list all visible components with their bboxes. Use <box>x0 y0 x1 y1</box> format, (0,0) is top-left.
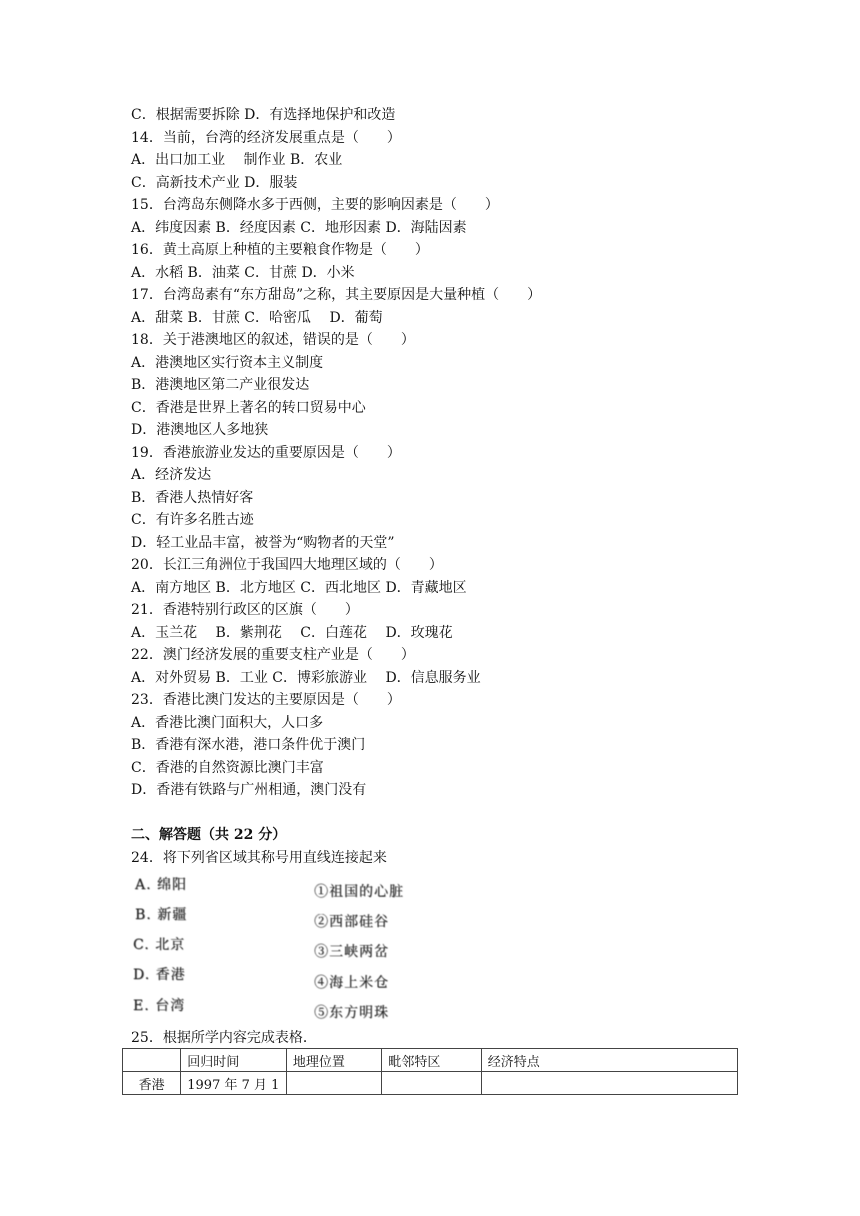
question-line: 21．香港特别行政区的区旗（ ） <box>131 602 359 618</box>
question-line: 20．长江三角洲位于我国四大地理区域的（ ） <box>131 557 443 573</box>
question-line: A．对外贸易 B．工业 C．博彩旅游业 D．信息服务业 <box>131 670 481 686</box>
question-line: 19．香港旅游业发达的重要原因是（ ） <box>131 445 401 461</box>
section-heading: 二、解答题（共 22 分） <box>131 827 287 843</box>
question-line: A．经济发达 <box>131 467 212 483</box>
question-line: C．香港是世界上著名的转口贸易中心 <box>131 400 366 416</box>
question-line: C．根据需要拆除 D．有选择地保护和改造 <box>131 107 396 123</box>
table-cell <box>481 1072 737 1095</box>
match-left-item: D. 香港 <box>133 967 186 983</box>
question-line: D．香港有铁路与广州相通，澳门没有 <box>131 782 367 798</box>
question-line: A．玉兰花 B．紫荆花 C．白莲花 D．玫瑰花 <box>131 625 453 641</box>
table-cell: 1997 年 7 月 1 <box>181 1072 287 1095</box>
match-right-item: ④海上米仓 <box>314 975 389 991</box>
question-line: A．纬度因素 B．经度因素 C．地形因素 D．海陆因素 <box>131 220 467 236</box>
table-header-row <box>123 1049 738 1072</box>
table-cell: 香港 <box>123 1072 181 1095</box>
question-line: C．有许多名胜古迹 <box>131 512 254 528</box>
match-right-item: ⑤东方明珠 <box>314 1005 389 1021</box>
question-line: A．香港比澳门面积大，人口多 <box>131 715 324 731</box>
match-right-item: ①祖国的心脏 <box>314 884 404 900</box>
question-prompt: 25．根据所学内容完成表格． <box>131 1030 317 1046</box>
question-line: 23．香港比澳门发达的主要原因是（ ） <box>131 692 401 708</box>
table-header-cell: 毗邻特区 <box>382 1049 481 1072</box>
question-line: 22．澳门经济发展的重要支柱产业是（ ） <box>131 647 415 663</box>
question-line: A．水稻 B．油菜 C．甘蔗 D．小米 <box>131 265 355 281</box>
match-left-item: B. 新疆 <box>135 907 188 923</box>
question-line: D．港澳地区人多地狭 <box>131 422 269 438</box>
question-line: 14．当前，台湾的经济发展重点是（ ） <box>131 130 401 146</box>
table-row <box>123 1072 738 1095</box>
match-left-item: C. 北京 <box>133 937 186 953</box>
question-line: 17．台湾岛素有“东方甜岛”之称，其主要原因是大量种植（ ） <box>131 287 542 303</box>
table-cell <box>286 1072 381 1095</box>
table-header-cell: 回归时间 <box>181 1049 287 1072</box>
question-line: C．香港的自然资源比澳门丰富 <box>131 760 324 776</box>
question-prompt: 24．将下列省区域其称号用直线连接起来 <box>131 850 387 866</box>
question-line: A．出口加工业 制作业 B．农业 <box>131 152 343 168</box>
question-line: 15．台湾岛东侧降水多于西侧，主要的影响因素是（ ） <box>131 197 499 213</box>
question-line: A．港澳地区实行资本主义制度 <box>131 355 324 371</box>
match-right-item: ②西部硅谷 <box>314 914 389 930</box>
table-header-cell: 地理位置 <box>286 1049 381 1072</box>
question-line: B．香港人热情好客 <box>131 490 254 506</box>
table-header-cell <box>123 1049 181 1072</box>
table-cell <box>382 1072 481 1095</box>
match-right-item: ③三峡两岔 <box>314 944 389 960</box>
match-left-item: A. 绵阳 <box>135 877 188 893</box>
question-line: 18．关于港澳地区的叙述，错误的是（ ） <box>131 332 415 348</box>
question-line: B．香港有深水港，港口条件优于澳门 <box>131 737 366 753</box>
question-line: C．高新技术产业 D．服装 <box>131 175 298 191</box>
answer-table <box>122 1048 738 1095</box>
question-line: D．轻工业品丰富，被誉为“购物者的天堂” <box>131 535 395 551</box>
question-line: B．港澳地区第二产业很发达 <box>131 377 310 393</box>
question-line: 16．黄土高原上种植的主要粮食作物是（ ） <box>131 242 429 258</box>
match-left-item: E. 台湾 <box>133 998 186 1014</box>
table-header-cell: 经济特点 <box>481 1049 737 1072</box>
question-line: A．甜菜 B．甘蔗 C．哈密瓜 D．葡萄 <box>131 310 383 326</box>
question-line: A．南方地区 B．北方地区 C．西北地区 D．青藏地区 <box>131 580 467 596</box>
